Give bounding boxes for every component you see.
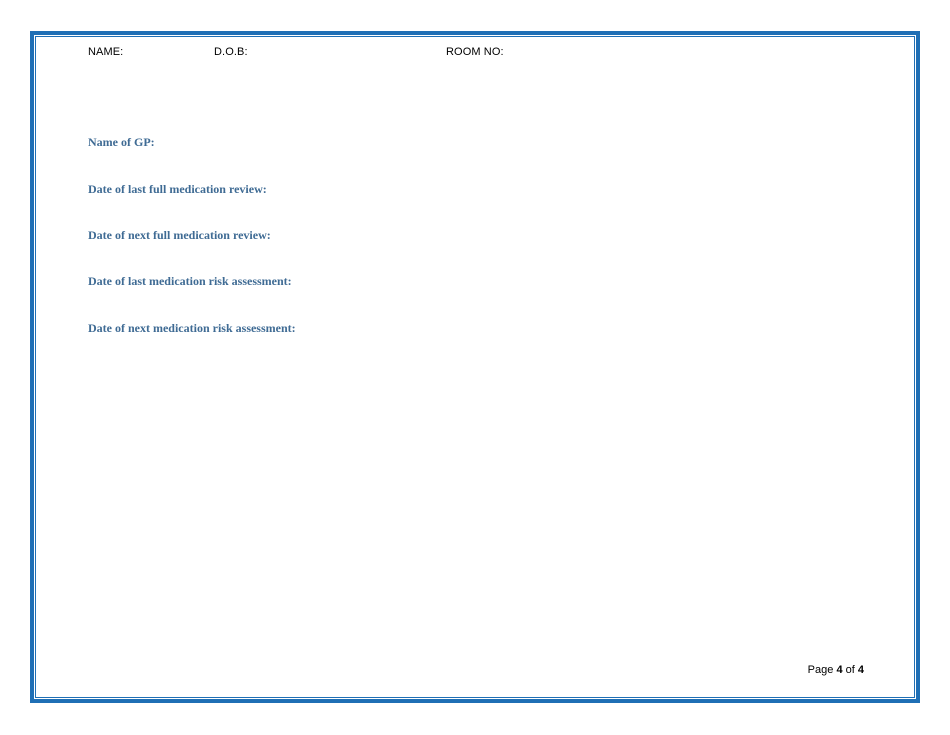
current-page-number: 4 xyxy=(836,664,843,676)
total-page-count: 4 xyxy=(857,664,864,676)
next-risk-assessment-label: Date of next medication risk assessment: xyxy=(88,321,296,335)
next-medication-review-label: Date of next full medication review: xyxy=(88,228,271,242)
last-risk-assessment-label: Date of last medication risk assessment: xyxy=(88,274,292,288)
room-number-label: ROOM NO: xyxy=(446,46,504,58)
dob-label: D.O.B: xyxy=(214,46,248,58)
gp-name-label: Name of GP: xyxy=(88,135,155,149)
page-border xyxy=(30,31,920,703)
page-prefix: Page xyxy=(807,664,834,676)
last-medication-review-label: Date of last full medication review: xyxy=(88,182,267,196)
name-label: NAME: xyxy=(88,46,124,58)
page-number xyxy=(808,664,864,676)
page-of-word: of xyxy=(845,664,855,676)
